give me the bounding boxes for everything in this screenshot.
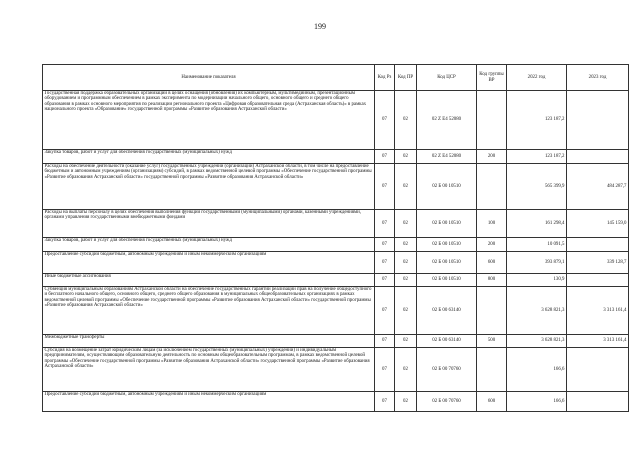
row-csr: 02 Б 00 70760 [417,392,477,412]
header-2022: 2022 год [507,65,567,91]
row-csr: 02 Б 00 10510 [417,252,477,274]
budget-table [42,64,629,412]
row-name: Расходы на выплаты персоналу в целях обеспечения выполнения функций государственными (муниципальными) органами, казенными учреждениями, органами управления государственными внебюджетными фондами [43,210,375,238]
row-name: Субсидия на возмещение затрат юридическим лицам (за исключением государственных (муниципальных) учреждений) и индивидуальным предпринимателям, осуществляющим образовательную деятельность по основным общеобразовательным программам, в рамках ведомственной целевой программы «Обеспечение государственной программы «Развитие образования Астраханской области» государственной программы «Развитие образования Астраханской области» [43,348,375,392]
table-row [43,164,629,210]
row-vr: 600 [477,252,507,274]
row-rz: 07 [375,150,395,164]
row-name: Субвенция муниципальным образованиям Астраханской области на обеспечение государственных гарантий реализации прав на получение общедоступного и бесплатного начального общего, основного общего, среднего общего образования в муниципальных общеобразовательных организациях в рамках ведомственной целевой программы «Обеспечение государственной программы «Развитие образования Астраханской области» государственной программы «Развитие образования Астраханской области» [43,287,375,335]
row-2022: 565 399,9 [507,164,567,210]
row-csr: 02 Б 00 63140 [417,287,477,335]
row-pr: 02 [395,91,417,150]
row-csr: 02 Б 00 10510 [417,238,477,252]
row-2022: 393 879,1 [507,252,567,274]
table-row [43,91,629,150]
row-pr: 02 [395,252,417,274]
row-rz: 07 [375,210,395,238]
row-name: Государственная поддержка образовательных организаций в целях оснащения (обновления) их компьютерным, мультимедийным, презентационным оборудованием и программным обеспечением в рамках эксперимента по модернизации начального общего, основного общего и среднего общего образования в рамках основного мероприятия по реализации регионального проекта «Цифровая образовательная среда (Астраханская область)» в рамках национального проекта «Образование» государственной программы «Развитие образования Астраханской области» [43,91,375,150]
row-2022: 130,9 [507,274,567,287]
table-row [43,238,629,252]
table-row [43,150,629,164]
row-vr: 200 [477,150,507,164]
row-pr: 02 [395,274,417,287]
row-rz: 07 [375,252,395,274]
header-name: Наименование показателя [43,65,375,91]
row-2022: 3 628 821,3 [507,335,567,348]
row-name: Расходы на обеспечение деятельности (оказание услуг) государственных учреждений (организаций) Астраханской области, в том числе на предоставление бюджетным и автономным учреждениям (организациям) субсидий, в рамках ведомственной целевой программы «Обеспечение государственной программы «Развитие образования Астраханской области» государственной программы «Развитие образования Астраханской области» [43,164,375,210]
row-pr: 02 [395,335,417,348]
row-pr: 02 [395,287,417,335]
row-2023: 484 287,7 [567,164,629,210]
row-rz: 07 [375,392,395,412]
row-2023 [567,150,629,164]
header-rz: Код Рз [375,65,395,91]
header-2023: 2023 год [567,65,629,91]
row-rz: 07 [375,287,395,335]
row-rz: 07 [375,274,395,287]
row-vr [477,287,507,335]
header-vr: Код группы ВР [477,65,507,91]
row-2023: 145 159,0 [567,210,629,238]
row-2022: 166,6 [507,392,567,412]
row-pr: 02 [395,392,417,412]
row-pr: 02 [395,164,417,210]
row-pr: 02 [395,150,417,164]
row-csr: 02 Б 00 10510 [417,274,477,287]
table-row [43,287,629,335]
row-2022: 161 298,4 [507,210,567,238]
row-rz: 07 [375,164,395,210]
row-vr [477,91,507,150]
row-rz: 07 [375,238,395,252]
header-pr: Код ПР [395,65,417,91]
row-csr: 02 Б 00 70760 [417,348,477,392]
header-csr: Код ЦСР [417,65,477,91]
row-name: Закупка товаров, работ и услуг для обеспечения государственных (муниципальных) нужд [43,150,375,164]
row-pr: 02 [395,348,417,392]
table-row [43,274,629,287]
row-2023: 3 313 161,4 [567,335,629,348]
row-name: Закупка товаров, работ и услуг для обеспечения государственных (муниципальных) нужд [43,238,375,252]
table-row [43,335,629,348]
row-name: Иные бюджетные ассигнования [43,274,375,287]
row-vr: 100 [477,210,507,238]
page-number: 199 [314,22,326,31]
row-2022: 3 628 821,3 [507,287,567,335]
row-2022: 10 091,5 [507,238,567,252]
row-2023 [567,91,629,150]
row-pr: 02 [395,210,417,238]
row-rz: 07 [375,348,395,392]
row-csr: 02 Z E4 52080 [417,150,477,164]
row-csr: 02 Б 00 10510 [417,164,477,210]
row-2022: 166,6 [507,348,567,392]
row-2023 [567,274,629,287]
row-vr: 600 [477,392,507,412]
table-row [43,392,629,412]
table-row [43,210,629,238]
row-vr [477,164,507,210]
row-vr: 500 [477,335,507,348]
row-name: Предоставление субсидий бюджетным, автономным учреждениям и иным некоммерческим организациям [43,392,375,412]
table-header [43,65,629,91]
table-body [43,91,629,412]
row-rz: 07 [375,335,395,348]
row-2023 [567,238,629,252]
row-vr [477,348,507,392]
table-row [43,252,629,274]
row-csr: 02 Z E4 52080 [417,91,477,150]
row-csr: 02 Б 00 10510 [417,210,477,238]
table-row [43,348,629,392]
row-2023 [567,348,629,392]
row-2023: 339 128,7 [567,252,629,274]
row-2022: 123 187,2 [507,91,567,150]
row-csr: 02 Б 00 63140 [417,335,477,348]
row-2022: 123 187,2 [507,150,567,164]
row-name: Предоставление субсидий бюджетным, автономным учреждениям и иным некоммерческим организациям [43,252,375,274]
row-vr: 200 [477,238,507,252]
row-pr: 02 [395,238,417,252]
row-2023: 3 313 161,4 [567,287,629,335]
row-vr: 800 [477,274,507,287]
row-name: Межбюджетные трансферты [43,335,375,348]
row-2023 [567,392,629,412]
row-rz: 07 [375,91,395,150]
